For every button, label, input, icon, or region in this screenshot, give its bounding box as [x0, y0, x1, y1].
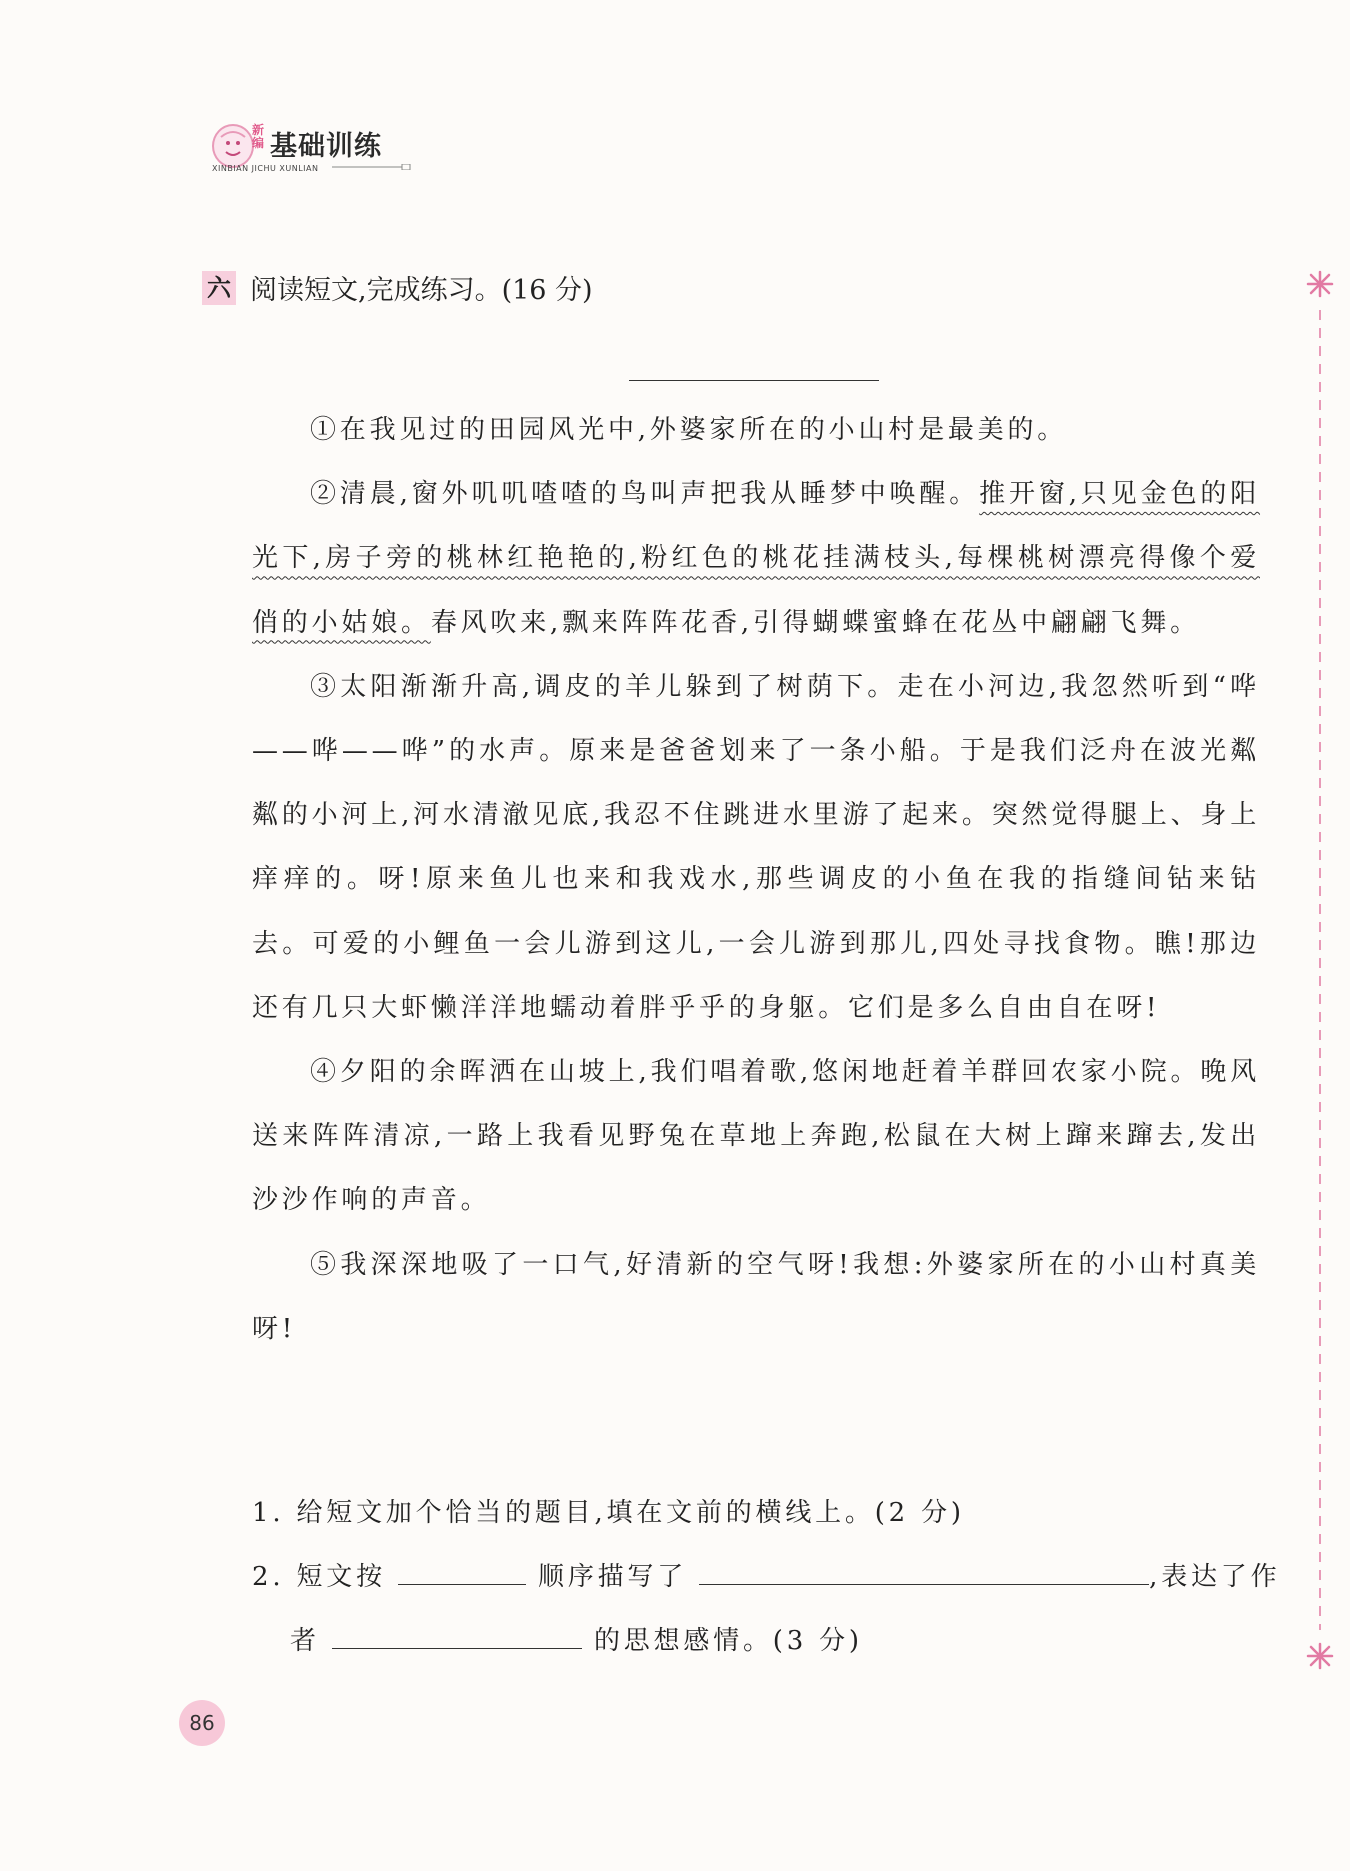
section-instruction: 阅读短文,完成练习。(16 分)	[250, 275, 593, 306]
question-2	[252, 1556, 1280, 1593]
logo-subtitle: XINBIAN JICHU XUNLIAN	[212, 164, 319, 173]
question-2-part-d: 者	[290, 1626, 320, 1656]
paragraph-1: ①在我见过的田园风光中,外婆家所在的小山村是最美的。	[310, 415, 1068, 445]
paragraph-5: ⑤我深深地吸了一口气,好清新的空气呀!我想:外婆家所在的小山村真美呀!	[252, 1249, 1260, 1344]
question-2-part-a: 2. 短文按	[252, 1562, 386, 1592]
reading-passage	[252, 398, 1260, 1361]
decorative-edge-icon	[1305, 270, 1335, 1670]
title-answer-line[interactable]	[629, 380, 879, 381]
series-logo	[212, 120, 422, 180]
paragraph-2	[252, 462, 1260, 655]
paragraph-4: ④夕阳的余晖洒在山坡上,我们唱着歌,悠闲地赶着羊群回农家小院。晚风送来阵阵清凉,一路上我看见野兔在草地上奔跑,松鼠在大树上蹿来蹿去,发出沙沙作响的声音。	[252, 1057, 1260, 1216]
page-number: 86	[179, 1700, 225, 1746]
logo-new-label: 新编	[251, 123, 264, 150]
question-2-part-e: 的思想感情。(3 分)	[593, 1626, 863, 1656]
paragraph-2-outro: 春风吹来,飘来阵阵花香,引得蝴蝶蜜蜂在花丛中翩翩飞舞。	[430, 607, 1200, 638]
question-2-part-b: 顺序描写了	[538, 1562, 688, 1592]
question-2-continued	[290, 1620, 863, 1657]
paragraph-3: ③太阳渐渐升高,调皮的羊儿躲到了树荫下。走在小河边,我忽然听到“哗——哗——哗”的水声。原来是爸爸划来了一条小船。于是我们泛舟在波光粼粼的小河上,河水清澈见底,我忍不住跳进水里游了起来。突然觉得腿上、身上痒痒的。呀!原来鱼儿也来和我戏水,那些调皮的小鱼在我的指缝间钻来钻去。可爱的小鲤鱼一会儿游到这儿,一会儿游到那儿,四处寻找食物。瞧!那边还有几只大虾懒洋洋地蠕动着胖乎乎的身躯。它们是多么自由自在呀!	[252, 671, 1260, 1023]
section-heading	[202, 268, 593, 307]
paragraph-2-intro: ②清晨,窗外叽叽喳喳的鸟叫声把我从睡梦中唤醒。	[310, 479, 980, 510]
logo-title: 基础训练	[270, 131, 382, 162]
feeling-answer-blank[interactable]	[332, 1620, 582, 1649]
section-number-badge: 六	[202, 271, 236, 305]
content-answer-blank[interactable]	[699, 1556, 1149, 1585]
question-2-part-c: ,表达了作	[1149, 1562, 1281, 1592]
wavy-underlined-sentence: 推开窗,只见金色的阳光下,房子旁的桃林红艳艳的,粉红色的桃花挂满枝头,每棵桃树漂亮得像个爱俏的小姑娘。	[252, 479, 1261, 638]
order-answer-blank[interactable]	[398, 1556, 526, 1585]
logo-rule-icon	[332, 164, 412, 170]
question-1: 1. 给短文加个恰当的题目,填在文前的横线上。(2 分)	[252, 1498, 965, 1528]
